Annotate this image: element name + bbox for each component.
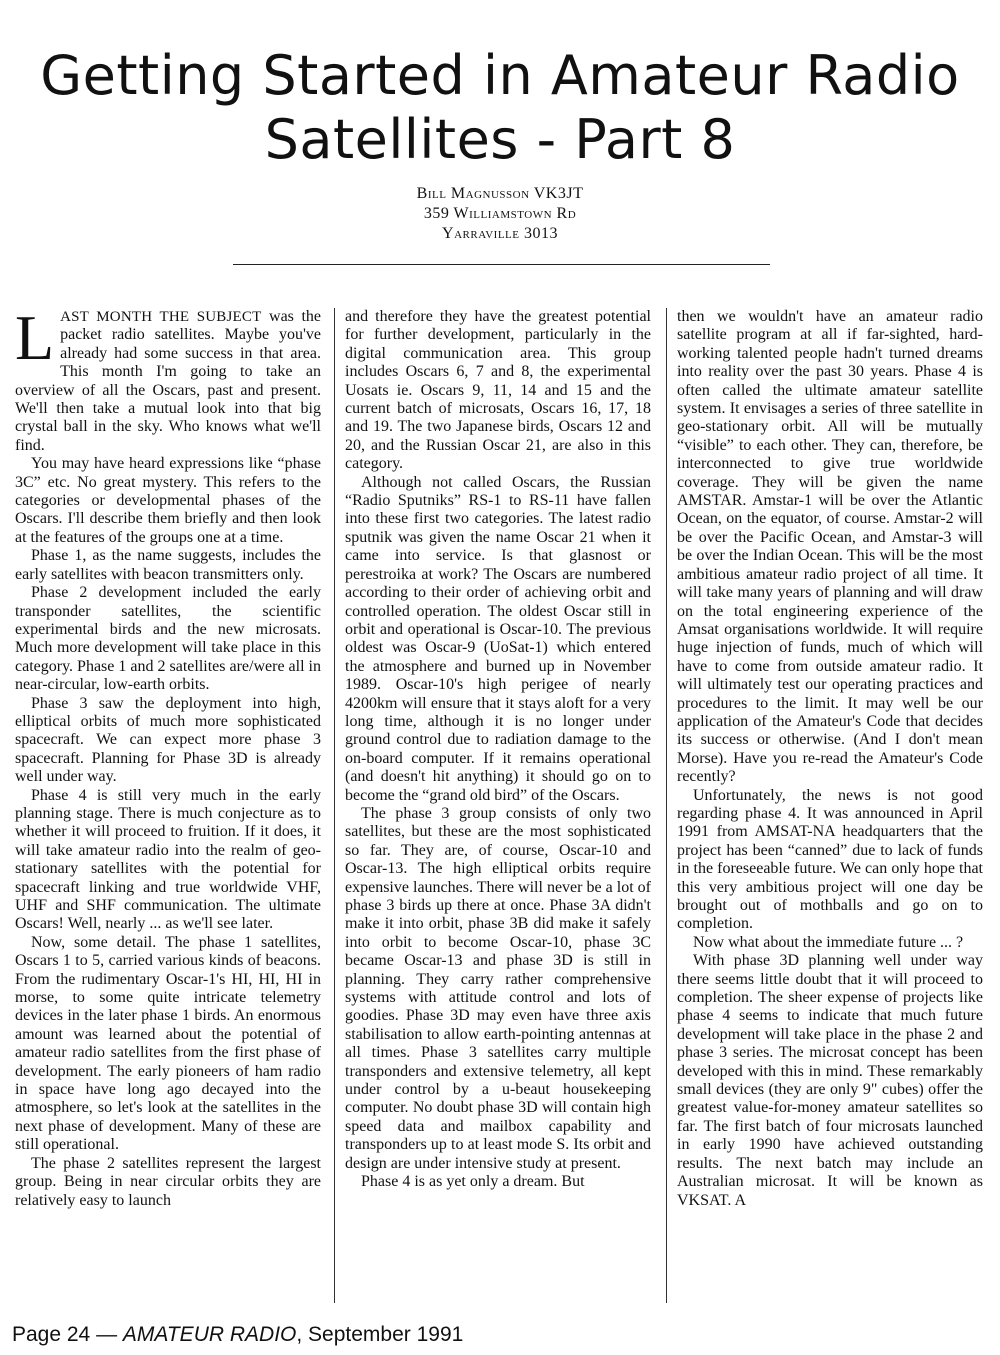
paragraph: The phase 2 satellites represent the largest group. Being in near circular orbits they are relatively easy to launch bbox=[15, 1154, 321, 1209]
author-name: Bill Magnusson VK3JT bbox=[416, 185, 584, 202]
paragraph: Phase 3 saw the deployment into high, elliptical orbits of much more sophisticated spacecraft. We can expect more phase 3 spacecraft. Planning for Phase 3D is already well under way. bbox=[15, 694, 321, 786]
paragraph: You may have heard expressions like “phase 3C” etc. No great mystery. This refers to the categories or developmental phases of the Oscars. I'll describe them briefly and then look at the features of the groups one at a time. bbox=[15, 455, 321, 546]
title-line-2: Satellites - Part 8 bbox=[264, 108, 736, 171]
lead-in: AST MONTH THE SUBJECT bbox=[60, 309, 262, 325]
author-address-street: 359 Williamstown Rd bbox=[423, 205, 577, 222]
page-number: Page 24 — bbox=[12, 1323, 123, 1346]
column-3 bbox=[677, 308, 983, 1308]
paragraph: Now, some detail. The phase 1 satellites, Oscars 1 to 5, carried various kinds of beacons. From the rudimentary Oscar-1's HI, HI, HI in morse, to some quite intricate telemetry devices in the later phase 1 birds. An enormous amount was learned about the potential of amateur radio satellites from the first phase of development. The early pioneers of ham radio in space have long ago decayed into the atmosphere, so let's look at the satellites in the next phase of development. Many of these are still operational. bbox=[15, 933, 321, 1154]
byline bbox=[0, 184, 1000, 244]
author-address-suburb: Yarraville 3013 bbox=[442, 225, 558, 242]
paragraph: Although not called Oscars, the Russian “Radio Sputniks” RS-1 to RS-11 have fallen into these first two categories. The latest radio sputnik was given the name Oscar 21 when it came into service. Is that glasnost or perestroika at work? The Oscars are numbered according to their order of achieving orbit and controlled operation. The oldest Oscar still in orbit and operational is Oscar-10. The previous oldest was Oscar-9 (UoSat-1) which entered the atmosphere and burned up in November 1989. Oscar-10's high perigee of nearly 4200km will ensure that it stays aloft for a very long time, although it is no longer under ground control due to radiation damage to the on-board computer. If it remains operational (and doesn't hit anything) it should go on to become the “grand old bird” of the Oscars. bbox=[345, 473, 651, 804]
column-divider bbox=[334, 308, 335, 1303]
paragraph: Phase 4 is still very much in the early planning stage. There is much conjecture as to whether it will proceed to fruition. If it does, it will take amateur radio into the realm of geo-stationary satellites with the potential for spacecraft linking and true worldwide VHF, UHF and SHF communication. The ultimate Oscars! Well, nearly ... as we'll see later. bbox=[15, 786, 321, 933]
paragraph: With phase 3D planning well under way there seems little doubt that it will proceed to completion. The sheer expense of projects like phase 4 seems to indicate that much future development will take place in the phase 2 and phase 3 series. The microsat concept has been developed with this in mind. These remarkably small devices (they are only 9" cubes) offer the greatest value-for-money amateur satellites so far. The first batch of four microsats launched in early 1990 have achieved outstanding results. The next batch may include an Australian microsat. It will be known as VKSAT. A bbox=[677, 952, 983, 1209]
drop-cap: L bbox=[15, 308, 55, 373]
article-title bbox=[0, 44, 1000, 172]
paragraph-text: was the packet radio satellites. Maybe you've already had some success in that area. This month I'm going to take an overview of all the Oscars, past and present. We'll then take a mutual look into that big crystal ball in the sky. Who knows what we'll find. bbox=[15, 308, 321, 454]
paragraph: Phase 2 development included the early transponder satellites, the scientific experimental birds and the new microsats. Much more development will take place in this category. Phase 1 and 2 satellites are/were all in near-circular, low-earth orbits. bbox=[15, 584, 321, 694]
paragraph: Phase 4 is as yet only a dream. But bbox=[361, 1173, 585, 1191]
paragraph: then we wouldn't have an amateur radio satellite program at all if far-sighted, hard-working talented people hadn't turned dreams into reality over the past 30 years. Phase 4 is often called the ultimate amateur satellite system. It envisages a series of three satellite in geo-stationary orbit. All will be mutually “visible” to each other. They can, therefore, be interconnected to give true worldwide coverage. They will be given the name AMSTAR. Amstar-1 will be over the Atlantic Ocean, on the equator, of course. Amstar-2 will be over the Pacific Ocean, and Amstar-3 will be over the Indian Ocean. This will be the most ambitious amateur radio project of all time. It will take many years of planning and will draw on the total engineering experience of the Amsat organisations worldwide. It will require huge injection of funds, much of which will have to come from outside amateur radio. It will ultimately test our operating practices and procedures to the limit. It may well be our application of the Amateur's Code that decides its success or otherwise. (And I don't mean Morse). Have you re-read the Amateur's Code recently? bbox=[677, 308, 983, 786]
issue-date: , September 1991 bbox=[296, 1323, 464, 1346]
paragraph bbox=[15, 308, 321, 455]
paragraph: Phase 1, as the name suggests, includes the early satellites with beacon transmitters only. bbox=[15, 547, 321, 583]
column-2 bbox=[345, 308, 651, 1308]
page-footer bbox=[12, 1323, 463, 1347]
title-line-1: Getting Started in Amateur Radio bbox=[40, 44, 960, 107]
paragraph: Unfortunately, the news is not good regarding phase 4. It was announced in April 1991 from AMSAT-NA headquarters that the project has been “canned” due to lack of funds in the foreseeable future. We can only hope that this very ambitious project will one day be brought out of mothballs and go on to completion. bbox=[677, 786, 983, 933]
column-1 bbox=[15, 308, 321, 1308]
magazine-name: AMATEUR RADIO bbox=[122, 1323, 297, 1346]
paragraph: Now what about the immediate future ... ? bbox=[693, 933, 964, 951]
title-divider bbox=[233, 264, 770, 265]
paragraph: The phase 3 group consists of only two satellites, but these are the most sophisticated so far. They are, of course, Oscar-10 and Oscar-13. The high elliptical orbits require expensive launches. There will never be a lot of phase 3 birds up there at once. Phase 3A didn't make it into orbit, phase 3B did make it safely into orbit to become Oscar-10, phase 3C became Oscar-13 and phase 3D is still in planning. They carry rather comprehensive systems with attitude control and lots of goodies. Phase 3D may even have three axis stabilisation to allow earth-pointing antennas at all times. Phase 3 satellites carry multiple transponders and extensive telemetry, all kept under control by a u-beaut housekeeping computer. No doubt phase 3D will contain high speed data and mailbox capability and transponders up to at least mode S. Its orbit and design are under intensive study at present. bbox=[345, 804, 651, 1172]
paragraph: and therefore they have the greatest potential for further development, particularly in the digital communication area. This group includes Oscars 6, 7 and 8, the experimental Uosats ie. Oscars 9, 11, 14 and 15 and the current batch of microsats, Oscars 16, 17, 18 and 19. The two Japanese birds, Oscars 12 and 20, and the Russian Oscar 21, are also in this category. bbox=[345, 308, 651, 473]
column-divider bbox=[666, 308, 667, 1303]
